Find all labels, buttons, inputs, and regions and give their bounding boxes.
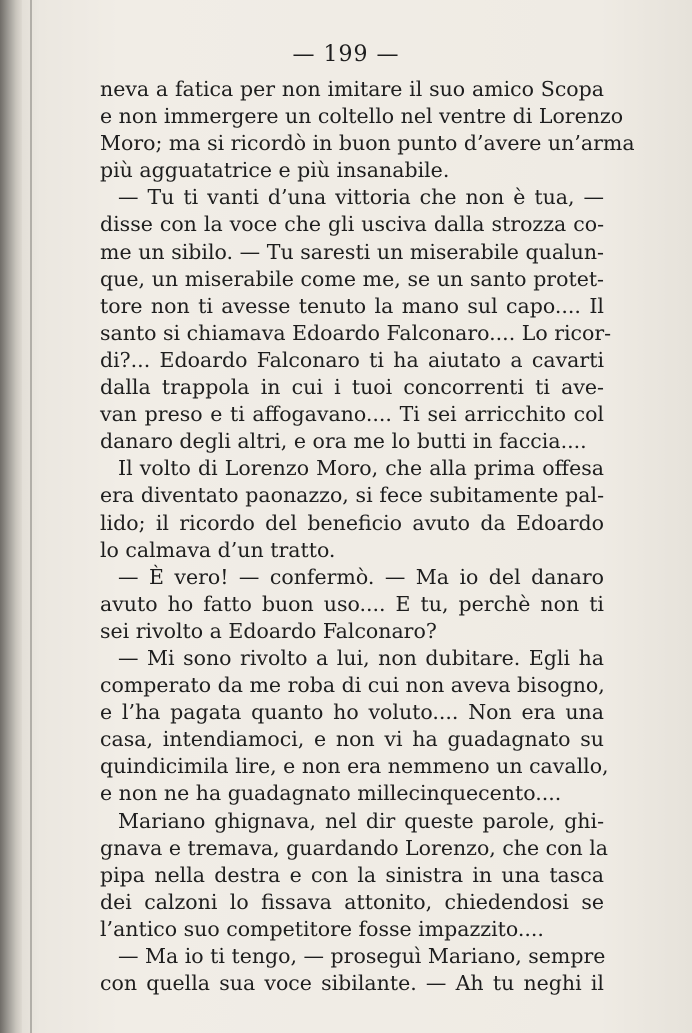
text-line: Il volto di Lorenzo Moro, che alla prima offesa [118,456,604,481]
text-line: dei calzoni lo fissava attonito, chiedendosi se [100,889,604,914]
text-line: quindicimila lire, e non era nemmeno un cavallo, [100,754,609,779]
text-line: lo calmava d’un tratto. [100,537,336,562]
text-line: avuto ho fatto buon uso.... E tu, perchè non ti [100,591,604,616]
page-binding-edge [0,0,22,1033]
text-line: con quella sua voce sibilante. — Ah tu neghi il [100,971,604,996]
text-line: — Mi sono rivolto a lui, non dubitare. Egli ha [118,645,604,670]
text-line: più agguatatrice e più insanabile. [100,158,450,183]
text-line: e l’ha pagata quanto ho voluto.... Non era una [100,700,604,725]
text-line: di?... Edoardo Falconaro ti ha aiutato a cavarti [100,347,604,372]
text-line: disse con la voce che gli usciva dalla strozza co- [100,212,604,237]
text-line: e non ne ha guadagnato millecinquecento.... [100,781,562,806]
text-line: que, un miserabile come me, se un santo protet- [100,266,604,291]
binding-shadow-line [30,0,32,1033]
text-line: e non immergere un coltello nel ventre di Lorenzo [100,104,624,129]
text-line: santo si chiamava Edoardo Falconaro.... Lo ricor- [100,320,612,345]
text-line: pipa nella destra e con la sinistra in una tasca [100,862,604,887]
text-line: gnava e tremava, guardando Lorenzo, che con la [100,835,608,860]
text-line: me un sibilo. — Tu saresti un miserabile qualun- [100,239,604,264]
text-line: tore non ti avesse tenuto la mano sul capo.... Il [100,293,604,318]
text-line: danaro degli altri, e ora me lo butti in faccia.... [100,429,587,454]
text-line: lido; il ricordo del beneficio avuto da Edoardo [100,510,604,535]
text-line: comperato da me roba di cui non aveva bisogno, [100,673,605,698]
body-text [100,76,635,997]
text-line: sei rivolto a Edoardo Falconaro? [100,618,437,643]
text-line: — È vero! — confermò. — Ma io del danaro [118,564,604,589]
text-line: Mariano ghignava, nel dir queste parole, ghi- [118,808,604,833]
text-line: van preso e ti affogavano.... Ti sei arricchito col [100,402,604,427]
page-number: — 199 — [292,42,400,67]
text-line: casa, intendiamoci, e non vi ha guadagnato su [100,727,604,752]
text-line: l’antico suo competitore fosse impazzito.... [100,916,544,941]
text-line: — Ma io ti tengo, — proseguì Mariano, sempre [118,944,606,968]
text-line: dalla trappola in cui i tuoi concorrenti ti ave- [100,375,604,400]
text-line: — Tu ti vanti d’una vittoria che non è tua, — [118,185,604,210]
text-line: neva a fatica per non imitare il suo amico Scopa [100,77,604,101]
text-line: era diventato paonazzo, si fece subitamente pal- [100,483,604,508]
text-line: Moro; ma si ricordò in buon punto d’avere un’arma [100,131,635,156]
